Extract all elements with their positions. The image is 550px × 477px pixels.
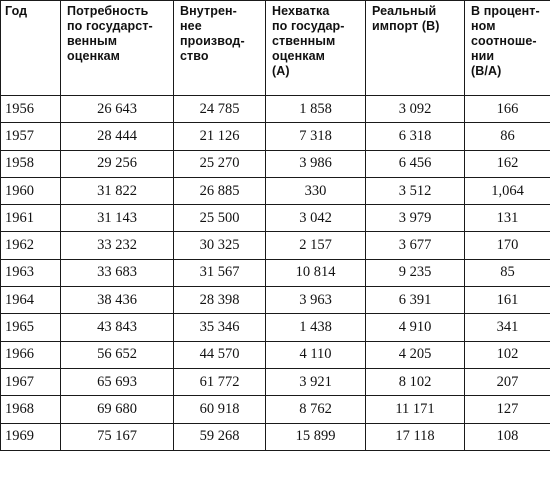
import-cell: 3 677	[366, 232, 465, 259]
year-cell: 1963	[1, 259, 61, 286]
table-row	[1, 123, 550, 150]
column-header-ratio	[465, 1, 550, 96]
import-cell: 4 205	[366, 341, 465, 368]
table-row	[1, 287, 550, 314]
ratio-cell: 1,064	[465, 177, 550, 204]
ratio-cell: 85	[465, 259, 550, 286]
column-header-line: ство	[180, 49, 209, 63]
shortage-cell: 330	[266, 177, 366, 204]
ratio-cell: 207	[465, 368, 550, 395]
production-cell: 24 785	[174, 96, 266, 123]
ratio-cell: 127	[465, 396, 550, 423]
table-row	[1, 177, 550, 204]
shortage-cell: 3 921	[266, 368, 366, 395]
year-cell: 1969	[1, 423, 61, 450]
table-row	[1, 341, 550, 368]
column-header-year	[1, 1, 61, 96]
year-cell: 1967	[1, 368, 61, 395]
shortage-cell: 4 110	[266, 341, 366, 368]
ratio-cell: 161	[465, 287, 550, 314]
column-header-line: (А)	[272, 64, 290, 78]
year-cell: 1958	[1, 150, 61, 177]
column-header-production	[174, 1, 266, 96]
table-row	[1, 232, 550, 259]
need-cell: 43 843	[61, 314, 174, 341]
production-cell: 26 885	[174, 177, 266, 204]
production-cell: 25 500	[174, 205, 266, 232]
column-header-line: нее	[180, 19, 202, 33]
ratio-cell: 102	[465, 341, 550, 368]
production-cell: 60 918	[174, 396, 266, 423]
import-cell: 17 118	[366, 423, 465, 450]
shortage-cell: 3 042	[266, 205, 366, 232]
shortage-cell: 2 157	[266, 232, 366, 259]
table-row	[1, 150, 550, 177]
production-cell: 61 772	[174, 368, 266, 395]
shortage-cell: 10 814	[266, 259, 366, 286]
table-body	[1, 96, 550, 451]
import-cell: 6 456	[366, 150, 465, 177]
column-header-line: Потребность	[67, 4, 149, 18]
year-cell: 1960	[1, 177, 61, 204]
table-row	[1, 314, 550, 341]
need-cell: 33 683	[61, 259, 174, 286]
table-row	[1, 96, 550, 123]
column-header-line: В процент-	[471, 4, 540, 18]
need-cell: 33 232	[61, 232, 174, 259]
column-header-line: по государст-	[67, 19, 153, 33]
ratio-cell: 131	[465, 205, 550, 232]
need-cell: 26 643	[61, 96, 174, 123]
ratio-cell: 108	[465, 423, 550, 450]
production-cell: 31 567	[174, 259, 266, 286]
column-header-line: нии	[471, 49, 495, 63]
year-cell: 1964	[1, 287, 61, 314]
need-cell: 29 256	[61, 150, 174, 177]
need-cell: 31 822	[61, 177, 174, 204]
column-header-import	[366, 1, 465, 96]
column-header-line: оценкам	[67, 49, 120, 63]
shortage-cell: 1 858	[266, 96, 366, 123]
import-cell: 6 391	[366, 287, 465, 314]
import-cell: 3 979	[366, 205, 465, 232]
column-header-line: производ-	[180, 34, 245, 48]
shortage-cell: 3 963	[266, 287, 366, 314]
need-cell: 38 436	[61, 287, 174, 314]
import-cell: 3 512	[366, 177, 465, 204]
need-cell: 28 444	[61, 123, 174, 150]
import-cell: 4 910	[366, 314, 465, 341]
column-header-line: соотноше-	[471, 34, 537, 48]
production-cell: 28 398	[174, 287, 266, 314]
ratio-cell: 170	[465, 232, 550, 259]
production-cell: 21 126	[174, 123, 266, 150]
ratio-cell: 86	[465, 123, 550, 150]
ratio-cell: 341	[465, 314, 550, 341]
production-cell: 25 270	[174, 150, 266, 177]
table-header-row	[1, 1, 550, 96]
need-cell: 56 652	[61, 341, 174, 368]
need-cell: 31 143	[61, 205, 174, 232]
shortage-cell: 1 438	[266, 314, 366, 341]
shortage-cell: 15 899	[266, 423, 366, 450]
column-header-need	[61, 1, 174, 96]
column-header-line: Внутрен-	[180, 4, 237, 18]
import-cell: 3 092	[366, 96, 465, 123]
shortage-cell: 7 318	[266, 123, 366, 150]
shortage-cell: 3 986	[266, 150, 366, 177]
column-header-line: венным	[67, 34, 118, 48]
import-cell: 8 102	[366, 368, 465, 395]
ratio-cell: 166	[465, 96, 550, 123]
import-cell: 9 235	[366, 259, 465, 286]
year-cell: 1957	[1, 123, 61, 150]
table-row	[1, 205, 550, 232]
column-header-line: по государ-	[272, 19, 345, 33]
need-cell: 69 680	[61, 396, 174, 423]
column-header-line: импорт (В)	[372, 19, 440, 33]
import-cell: 6 318	[366, 123, 465, 150]
production-cell: 59 268	[174, 423, 266, 450]
column-header-line: оценкам	[272, 49, 325, 63]
table-row	[1, 259, 550, 286]
need-cell: 65 693	[61, 368, 174, 395]
column-header-line: Реальный	[372, 4, 437, 18]
column-header-shortage	[266, 1, 366, 96]
production-cell: 44 570	[174, 341, 266, 368]
year-cell: 1962	[1, 232, 61, 259]
column-header-line: Год	[5, 4, 28, 18]
production-cell: 30 325	[174, 232, 266, 259]
table-row	[1, 423, 550, 450]
year-cell: 1968	[1, 396, 61, 423]
table-row	[1, 396, 550, 423]
column-header-line: ном	[471, 19, 496, 33]
year-cell: 1961	[1, 205, 61, 232]
production-cell: 35 346	[174, 314, 266, 341]
year-cell: 1965	[1, 314, 61, 341]
need-cell: 75 167	[61, 423, 174, 450]
table-row	[1, 368, 550, 395]
column-header-line: (В/А)	[471, 64, 502, 78]
year-cell: 1966	[1, 341, 61, 368]
ratio-cell: 162	[465, 150, 550, 177]
import-cell: 11 171	[366, 396, 465, 423]
shortage-cell: 8 762	[266, 396, 366, 423]
column-header-line: ственным	[272, 34, 336, 48]
column-header-line: Нехватка	[272, 4, 330, 18]
year-cell: 1956	[1, 96, 61, 123]
